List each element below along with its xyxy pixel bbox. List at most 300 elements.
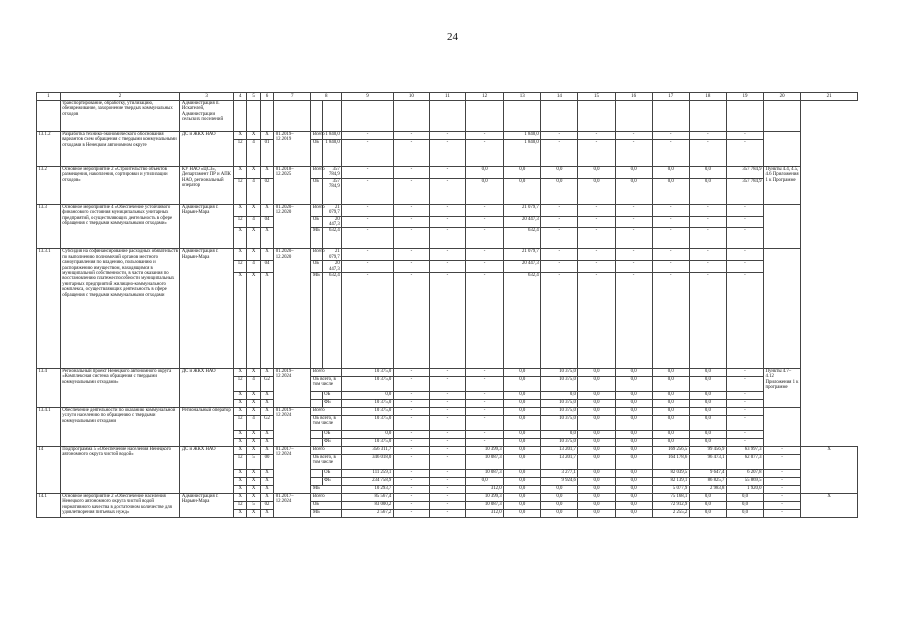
table-cell: X	[247, 400, 260, 408]
table-cell: 2 567,2	[342, 510, 394, 518]
table-cell: -	[429, 228, 465, 249]
table-cell: 14.1	[37, 494, 61, 518]
table-row	[37, 447, 858, 455]
table-cell: 0,0	[726, 510, 763, 518]
table-cell: -	[726, 204, 763, 216]
table-cell: -	[689, 228, 726, 249]
table-cell: 13.4	[37, 369, 61, 408]
table-cell: 0,0	[504, 408, 541, 416]
table-cell: -	[466, 273, 504, 369]
table-cell	[311, 400, 322, 408]
table-cell: -	[393, 216, 429, 228]
table-cell: -	[726, 216, 763, 228]
table-cell: 5	[247, 455, 260, 470]
table-cell: 10 087,3	[466, 470, 504, 478]
table-cell: 0,0	[652, 431, 689, 439]
table-cell: ОБ	[311, 178, 322, 204]
table-cell: 10 375,0	[342, 369, 394, 377]
table-cell: -	[652, 228, 689, 249]
table-cell: -	[393, 369, 429, 377]
table-cell	[689, 101, 726, 132]
table-cell: 01.2019–12.2019	[274, 132, 311, 167]
table-cell: Администрация г. Нарьян-Мара	[180, 249, 234, 369]
column-number: 18	[689, 93, 726, 101]
table-cell: 01.2019–12.2024	[274, 408, 311, 447]
table-cell: 0,0	[689, 408, 726, 416]
table-cell: -	[541, 204, 578, 216]
table-cell: -	[541, 228, 578, 249]
table-cell: 10 375,0	[541, 400, 578, 408]
column-number-row	[37, 93, 858, 101]
table-cell: -	[429, 167, 465, 179]
table-cell	[311, 431, 322, 439]
table-cell	[504, 101, 541, 132]
table-cell: 72 912,9	[652, 502, 689, 510]
table-cell: 62 077,3	[726, 455, 763, 470]
table-cell: 96 473,1	[689, 455, 726, 470]
table-cell: X	[247, 204, 260, 216]
table-cell: 0,0	[615, 494, 652, 502]
table-cell: 55 869,5	[726, 478, 763, 486]
table-cell: X	[260, 392, 273, 400]
table-cell: X	[260, 510, 273, 518]
table-cell: -	[764, 470, 801, 478]
table-cell: X	[247, 392, 260, 400]
table-cell: 1 840,0	[504, 140, 541, 167]
column-number: 14	[541, 93, 578, 101]
table-body	[37, 93, 858, 518]
table-cell: -	[689, 204, 726, 216]
table-cell: -	[466, 431, 504, 439]
column-number: 3	[180, 93, 234, 101]
table-cell: ФБ	[322, 439, 342, 447]
page-number: 24	[447, 31, 458, 43]
table-cell: 169 256,5	[652, 447, 689, 455]
table-cell: -	[541, 132, 578, 140]
table-cell: 10 399,3	[466, 447, 504, 455]
table-cell: -	[689, 140, 726, 167]
table-cell	[393, 101, 429, 132]
table-cell: -	[429, 377, 465, 392]
column-number: 17	[652, 93, 689, 101]
table-cell: 0,0	[541, 494, 578, 502]
table-cell: -	[466, 416, 504, 431]
table-cell: X	[233, 273, 246, 369]
table-cell: 0,0	[615, 400, 652, 408]
table-row	[37, 101, 858, 132]
table-cell: -	[652, 261, 689, 273]
table-cell: 0,0	[578, 447, 615, 455]
table-cell: 10 375,0	[342, 400, 394, 408]
table-cell: 0,0	[689, 510, 726, 518]
table-cell	[311, 470, 322, 478]
table-cell: ОБ	[322, 431, 342, 439]
table-cell: X	[233, 167, 246, 179]
table-cell: 0,0	[615, 392, 652, 400]
table-cell: 0,0	[689, 400, 726, 408]
table-cell: 12	[233, 416, 246, 431]
table-cell: X	[260, 400, 273, 408]
table-cell: -	[578, 249, 615, 261]
table-cell: 1 840,0	[322, 140, 342, 167]
table-cell: -	[342, 249, 394, 261]
column-number: 19	[726, 93, 763, 101]
table-cell: 01.2017–12.2024	[274, 447, 311, 494]
table-cell: 9 924,6	[541, 478, 578, 486]
table-cell: 0,0	[689, 431, 726, 439]
table-cell: 0,0	[615, 431, 652, 439]
table-cell: 312,0	[466, 486, 504, 494]
table-cell: -	[466, 216, 504, 228]
table-cell: 0,0	[615, 447, 652, 455]
table-cell: G2	[260, 377, 273, 392]
table-cell: 0,0	[689, 494, 726, 502]
table-cell: X	[247, 249, 260, 261]
table-cell: ОБ всего, в том числе	[311, 455, 342, 470]
table-cell: X	[233, 249, 246, 261]
table-cell: 0,0	[504, 167, 541, 179]
table-cell: 13 201,7	[541, 455, 578, 470]
table-cell: -	[764, 502, 801, 510]
table-cell: 632,4	[504, 273, 541, 369]
table-cell: 632,4	[504, 228, 541, 249]
table-cell	[429, 101, 465, 132]
table-cell: 10 399,3	[466, 494, 504, 502]
table-cell: -	[652, 132, 689, 140]
table-cell: 02	[260, 502, 273, 510]
table-cell: 21 079,7	[322, 204, 342, 216]
table-cell: X	[801, 494, 858, 518]
table-cell: МБ	[311, 486, 342, 494]
table-cell: ОБ всего, в том числе	[311, 377, 342, 392]
table-row	[37, 369, 858, 377]
table-cell: 0,0	[689, 377, 726, 392]
table-cell	[342, 101, 394, 132]
table-cell: X	[247, 494, 260, 502]
table-cell: ОБ всего, в том числе	[311, 416, 342, 431]
table-cell: 13.4.1	[37, 408, 61, 447]
table-cell: 0,0	[652, 439, 689, 447]
table-cell: 632,4	[322, 228, 342, 249]
table-cell: 13.1.2	[37, 132, 61, 167]
column-number: 15	[578, 93, 615, 101]
table-cell: Подпрограмма 5 «Обеспечение населения Ненецкого автономного округа чистой водой»	[60, 447, 180, 494]
table-cell: 0,0	[615, 455, 652, 470]
table-cell: -	[726, 132, 763, 140]
table-cell: -	[466, 228, 504, 249]
table-cell: X	[247, 228, 260, 249]
table-cell: 85 567,4	[342, 494, 394, 502]
table-cell: -	[429, 486, 465, 494]
table-cell: 0,0	[466, 478, 504, 486]
table-cell: Основное мероприятие 4 «Обеспечение устойчивого финансового состояния муниципальных унитарных предприятий, осуществляющих деятельность в сфере обращения с твердыми коммунальными отходами»	[60, 204, 180, 249]
table-cell: X	[260, 204, 273, 216]
table-cell: -	[342, 228, 394, 249]
table-cell: -	[615, 249, 652, 261]
table-cell: ОБ	[322, 470, 342, 478]
table-cell: -	[429, 249, 465, 261]
table-cell	[274, 101, 311, 132]
table-cell: Всего	[311, 204, 322, 216]
table-cell: -	[615, 261, 652, 273]
table-cell: -	[615, 228, 652, 249]
table-cell: -	[578, 140, 615, 167]
table-cell: X	[260, 470, 273, 478]
table-cell: Всего	[311, 408, 342, 416]
table-cell: X	[260, 167, 273, 179]
table-cell: X	[247, 167, 260, 179]
table-cell: МБ	[311, 510, 342, 518]
table-cell: -	[466, 408, 504, 416]
column-number: 2	[60, 93, 180, 101]
table-cell: -	[393, 431, 429, 439]
table-cell: -	[764, 486, 801, 494]
table-cell: -	[429, 439, 465, 447]
table-cell: 12	[233, 455, 246, 470]
table-cell: 0,0	[578, 431, 615, 439]
table-cell: 0,0	[615, 510, 652, 518]
table-cell: 13.3.1	[37, 249, 61, 369]
table-cell	[311, 439, 322, 447]
table-cell: 20 447,3	[322, 261, 342, 273]
table-cell: 20 447,3	[504, 261, 541, 273]
table-cell: -	[429, 400, 465, 408]
table-cell: -	[689, 216, 726, 228]
table-cell: ФБ	[322, 400, 342, 408]
table-cell: -	[726, 273, 763, 369]
column-number: 5	[247, 93, 260, 101]
table-cell: 04	[260, 216, 273, 228]
table-cell: 82 039,5	[652, 470, 689, 478]
table-cell: X	[247, 273, 260, 369]
table-cell	[615, 101, 652, 132]
table-cell: 01.2019–12.2024	[274, 369, 311, 408]
table-cell: -	[393, 249, 429, 261]
table-cell: 5	[247, 502, 260, 510]
table-cell: Администрация п. Искателей, Администрации сельских поселений	[180, 101, 234, 132]
table-cell: X	[247, 486, 260, 494]
table-cell: 0,0	[578, 470, 615, 478]
table-cell: -	[342, 216, 394, 228]
table-cell	[311, 101, 322, 132]
table-cell: 04	[260, 261, 273, 273]
table-cell: -	[726, 439, 763, 447]
table-cell: X	[260, 249, 273, 261]
table-cell: -	[615, 204, 652, 216]
table-cell: -	[429, 416, 465, 431]
column-number: 11	[429, 93, 465, 101]
table-row	[37, 408, 858, 416]
table-cell: -	[393, 377, 429, 392]
column-number: 7	[274, 93, 311, 101]
table-cell: 4	[247, 261, 260, 273]
table-cell: 0,0	[652, 167, 689, 179]
table-cell: 4	[247, 178, 260, 204]
table-cell: -	[764, 510, 801, 518]
table-cell: -	[429, 392, 465, 400]
table-cell	[311, 392, 322, 400]
table-cell: -	[726, 228, 763, 249]
table-cell: 234 758,9	[342, 478, 394, 486]
table-cell: -	[541, 261, 578, 273]
table-cell: ОБ	[311, 502, 342, 510]
table-cell: МБ	[311, 228, 322, 249]
table-cell: Всего	[311, 447, 342, 455]
table-cell: ДС и ЖКХ НАО	[180, 447, 234, 494]
table-cell: -	[429, 273, 465, 369]
table-cell: 0,0	[504, 486, 541, 494]
table-cell: X	[260, 132, 273, 140]
table-cell: -	[652, 204, 689, 216]
table-cell: X	[247, 447, 260, 455]
table-cell: -	[466, 204, 504, 216]
table-cell: 0,0	[689, 369, 726, 377]
table-cell: 0,0	[652, 369, 689, 377]
table-cell: -	[466, 439, 504, 447]
table-cell: 0,0	[504, 502, 541, 510]
column-number: 20	[764, 93, 801, 101]
table-cell: -	[342, 261, 394, 273]
table-cell: 4	[247, 216, 260, 228]
table-row	[37, 249, 858, 261]
table-cell: Пункты 4.4, 4.5, 4.6 Приложения 1 к Программе	[764, 167, 801, 205]
table-cell: -	[726, 416, 763, 431]
table-cell: -	[342, 140, 394, 167]
table-cell: X	[233, 400, 246, 408]
table-cell: -	[726, 400, 763, 408]
table-cell: -	[342, 204, 394, 216]
table-cell	[311, 478, 322, 486]
table-cell: 0,0	[726, 502, 763, 510]
table-cell: 0,0	[504, 494, 541, 502]
table-cell: Региональный оператор	[180, 408, 234, 447]
table-cell: -	[393, 408, 429, 416]
table-cell: 0,0	[615, 478, 652, 486]
table-cell: 10 375,0	[541, 416, 578, 431]
table-cell: -	[429, 216, 465, 228]
table-cell: 0,0	[652, 178, 689, 204]
table-cell: X	[247, 132, 260, 140]
table-cell: 0,0	[578, 478, 615, 486]
table-cell: 01.2018–12.2025	[274, 167, 311, 205]
table-cell: X	[233, 470, 246, 478]
table-cell: -	[429, 132, 465, 140]
table-cell: -	[393, 494, 429, 502]
table-cell: 5 077,9	[652, 486, 689, 494]
table-cell: 0,0	[342, 431, 394, 439]
column-number: 9	[342, 93, 394, 101]
table-cell: X	[233, 439, 246, 447]
table-cell: -	[764, 494, 801, 502]
table-cell: 82 139,1	[652, 478, 689, 486]
table-cell: -	[578, 204, 615, 216]
table-cell: -	[393, 510, 429, 518]
table-cell: -	[466, 377, 504, 392]
table-cell: -	[689, 132, 726, 140]
table-cell: 0,0	[578, 416, 615, 431]
column-number: 1	[37, 93, 61, 101]
table-cell: -	[393, 502, 429, 510]
column-number: 12	[466, 93, 504, 101]
column-number: 16	[615, 93, 652, 101]
table-cell: X	[233, 392, 246, 400]
table-row	[37, 132, 858, 140]
table-cell: -	[466, 369, 504, 377]
table-cell: 0,0	[615, 439, 652, 447]
table-cell: 0,0	[578, 510, 615, 518]
table-cell: 0,0	[615, 377, 652, 392]
table-cell: X	[233, 478, 246, 486]
table-cell: -	[652, 249, 689, 261]
table-cell: 0,0	[504, 377, 541, 392]
table-cell	[260, 101, 273, 132]
table-cell: транспортирование, обработку, утилизацию, обезвреживание, захоронение твердых коммунальных отходов	[60, 101, 180, 132]
table-cell: -	[342, 132, 394, 140]
table-cell: -	[726, 261, 763, 273]
table-cell: -	[393, 140, 429, 167]
table-cell: G2	[260, 416, 273, 431]
table-cell: 346 018,0	[342, 455, 394, 470]
column-number: 13	[504, 93, 541, 101]
table-cell: 1 840,0	[504, 132, 541, 140]
table-cell: -	[541, 249, 578, 261]
table-cell: 0,0	[615, 486, 652, 494]
table-cell: -	[726, 431, 763, 439]
table-cell: X	[801, 447, 858, 494]
table-cell: 10 375,0	[541, 369, 578, 377]
table-cell: ОБ	[311, 261, 322, 273]
table-cell: 0,0	[689, 167, 726, 179]
table-cell	[37, 101, 61, 132]
table-cell: 0,0	[504, 400, 541, 408]
table-cell: 2 255,2	[652, 510, 689, 518]
table-cell: X	[260, 439, 273, 447]
table-cell: -	[429, 261, 465, 273]
table-cell: X	[233, 369, 246, 377]
table-cell: -	[429, 369, 465, 377]
table-cell: 357 784,9	[322, 167, 342, 179]
table-cell	[764, 249, 801, 369]
table-cell: 12	[233, 216, 246, 228]
table-cell: 0,0	[578, 400, 615, 408]
table-cell: -	[429, 204, 465, 216]
table-cell: 0,0	[504, 431, 541, 439]
table-cell: 0,0	[504, 369, 541, 377]
table-cell: 01.2020–12.2020	[274, 249, 311, 369]
table-cell: -	[429, 502, 465, 510]
table-cell: 0,0	[615, 369, 652, 377]
table-cell: 4	[247, 416, 260, 431]
table-cell	[764, 101, 801, 132]
table-cell: ФБ	[322, 478, 342, 486]
table-cell: -	[466, 140, 504, 167]
table-cell: Всего	[311, 494, 342, 502]
table-cell: -	[764, 447, 801, 455]
table-cell: 0,0	[652, 416, 689, 431]
table-cell: 10 087,3	[466, 502, 504, 510]
table-cell: 2 983,8	[689, 486, 726, 494]
table-cell	[247, 101, 260, 132]
table-cell: X	[260, 273, 273, 369]
table-cell: 0,0	[504, 510, 541, 518]
table-cell: -	[393, 478, 429, 486]
table-cell: -	[466, 392, 504, 400]
table-cell: Субсидия на софинансирование расходных обязательств по выполнению полномочий органов местного самоуправления по владению, пользованию и распоряжению имуществом, находящимся в муниципальной собственности, в части оказания по восстановлению платежеспособности муниципальных унитарных предприятий жилищно-коммунального комплекса, осуществляющих деятельность в сфере обращения с твердыми коммунальными отходами	[60, 249, 180, 369]
table-cell: -	[578, 261, 615, 273]
table-cell: -	[726, 392, 763, 400]
table-cell: ОБ	[322, 392, 342, 400]
table-cell: 10 375,0	[541, 439, 578, 447]
